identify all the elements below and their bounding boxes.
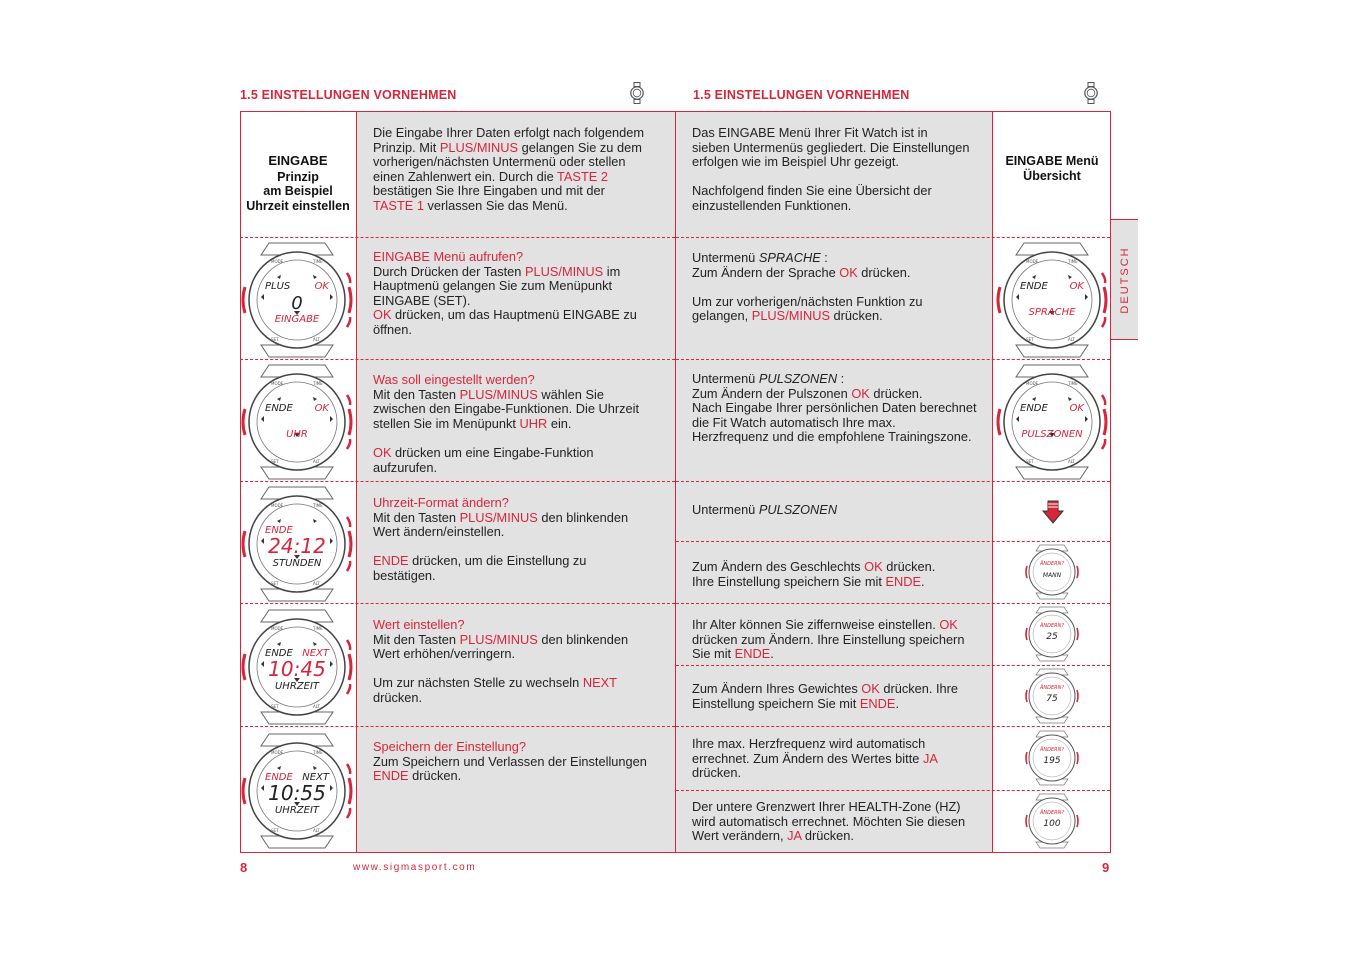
text-line <box>373 554 673 569</box>
body-text: SPRACHE <box>758 250 821 265</box>
body-text: ein. <box>547 415 572 431</box>
body-text: drücken. <box>830 308 883 324</box>
watch-mini-lcd-top: ÄNDERN? <box>1039 561 1065 567</box>
text-line <box>692 295 990 310</box>
highlight-text: ENDE <box>373 553 409 569</box>
svg-text:MODE: MODE <box>271 503 284 508</box>
svg-text:TIME: TIME <box>313 503 323 508</box>
row-divider <box>240 237 675 238</box>
text-line <box>373 662 673 677</box>
highlight-text: NEXT <box>582 675 617 691</box>
text-line <box>373 323 673 338</box>
watch-lcd-tl: ENDE <box>1020 403 1048 414</box>
row-divider <box>240 726 675 727</box>
right-row-text <box>692 737 990 781</box>
left-row-text <box>373 618 673 706</box>
watch-lcd-sub: STUNDEN <box>272 558 322 569</box>
body-text: Nachfolgend finden Sie eine Übersicht der <box>692 183 932 199</box>
highlight-text: EINGABE Menü aufrufen? <box>373 249 524 264</box>
body-text: . <box>921 573 925 589</box>
row-divider <box>676 481 1110 482</box>
body-text: : <box>820 250 828 265</box>
svg-text:ALT: ALT <box>1068 459 1075 464</box>
right-header: 1.5 EINSTELLUNGEN VORNEHMEN <box>693 88 910 102</box>
body-text: Herzfrequenz und die empfohlene Trainingszone. <box>692 429 972 445</box>
body-text: Ihr Alter können Sie ziffernweise einstellen. <box>692 617 940 632</box>
text-line <box>373 184 673 199</box>
highlight-text: Was soll eingestellt werden? <box>373 372 535 387</box>
watch-mini-lcd-mid: 100 <box>1043 819 1061 829</box>
text-line <box>373 265 673 280</box>
highlight-text: OK <box>939 617 958 632</box>
watch-lcd-tl: ENDE <box>265 647 293 659</box>
text-line <box>692 503 990 518</box>
text-line <box>692 560 990 575</box>
body-text: Mit den Tasten <box>373 509 460 525</box>
watch-display-icon <box>239 483 355 605</box>
text-line <box>692 682 990 697</box>
body-text: Untermenü <box>692 250 759 265</box>
watch-lcd-tl: ENDE <box>265 525 293 536</box>
svg-text:SET: SET <box>271 337 279 342</box>
text-line <box>373 740 673 755</box>
watch-mini-display-icon <box>1024 729 1080 787</box>
watch-mini-display-icon <box>1024 667 1080 725</box>
svg-text:SET: SET <box>1026 459 1034 464</box>
watch-lcd-tl: ENDE <box>265 403 293 414</box>
text-line <box>373 676 673 691</box>
text-line <box>373 461 673 476</box>
body-text: errechnet. Zum Ändern des Wertes bitte <box>692 750 923 766</box>
body-text: drücken. <box>869 385 923 401</box>
left-row-text <box>373 373 673 475</box>
watch-lcd-tl: ENDE <box>265 772 293 783</box>
text-line <box>692 251 990 266</box>
body-text: Wert erhöhen/verringern. <box>373 646 516 662</box>
body-text: einzustellenden Funktionen. <box>692 197 852 213</box>
body-text: bestätigen Sie Ihre Eingaben und mit der <box>373 183 605 199</box>
body-text: im <box>603 263 621 279</box>
text-line <box>373 373 673 388</box>
body-text: . <box>770 646 774 662</box>
text-line <box>692 280 990 295</box>
text-line <box>692 126 990 141</box>
highlight-text: OK <box>851 385 870 401</box>
watch-mini-lcd-mid: MANN <box>1042 572 1062 579</box>
watch-mini-lcd-mid: 195 <box>1043 756 1061 766</box>
body-text: Prinzip. Mit <box>373 139 440 155</box>
arrow-down-icon <box>1041 500 1065 524</box>
body-text: Einstellung speichern Sie mit <box>692 695 860 711</box>
watch-mini-lcd-top: ÄNDERN? <box>1039 623 1065 629</box>
watch-mini-display-icon <box>1024 605 1080 663</box>
watch-lcd-sub: UHRZEIT <box>274 680 320 692</box>
body-text: Um zur nächsten Stelle zu wechseln <box>373 675 583 691</box>
svg-text:MODE: MODE <box>271 259 284 264</box>
highlight-text: JA <box>922 750 938 766</box>
body-text: Zum Ändern der Pulszonen <box>692 385 852 401</box>
body-text: Mit den Tasten <box>373 631 460 647</box>
body-text: Hauptmenü gelangen Sie zum Menüpunkt <box>373 278 613 294</box>
right-row-text <box>692 618 990 662</box>
text-line <box>373 431 673 446</box>
body-text: den blinkenden <box>537 631 629 647</box>
svg-text:ALT: ALT <box>313 581 320 586</box>
highlight-text: PLUS/MINUS <box>459 631 538 647</box>
body-text: EINGABE (SET). <box>373 292 471 308</box>
text-line <box>373 525 673 540</box>
highlight-text: Uhrzeit-Format ändern? <box>373 495 509 510</box>
highlight-text: PLUS/MINUS <box>524 263 604 279</box>
text-line <box>692 416 990 431</box>
svg-text:TIME: TIME <box>1068 381 1078 386</box>
body-text: Wert ändern/einstellen. <box>373 524 505 540</box>
watch-outline-icon-right <box>1084 82 1098 104</box>
highlight-text: PLUS/MINUS <box>751 308 830 324</box>
body-text: drücken, um das Hauptmenü EINGABE zu <box>391 307 637 323</box>
svg-text:ALT: ALT <box>313 703 320 709</box>
svg-text:ALT: ALT <box>313 337 320 342</box>
body-text: Untermenü <box>692 502 759 517</box>
body-text: wird automatisch errechnet. Möchten Sie diesen <box>692 813 966 829</box>
text-line <box>373 647 673 662</box>
text-line <box>692 372 990 387</box>
svg-text:TIME: TIME <box>313 381 323 386</box>
body-text: Der untere Grenzwert Ihrer HEALTH-Zone (HZ) <box>692 799 961 814</box>
body-text: vorherigen/nächsten Untermenü oder stellen <box>373 154 626 170</box>
svg-text:MODE: MODE <box>1026 259 1039 264</box>
right-row-text <box>692 503 990 518</box>
watch-outline-icon-left <box>630 82 644 104</box>
body-text: die Fit Watch automatisch Ihre max. <box>692 414 896 430</box>
text-line <box>373 388 673 403</box>
svg-text:MODE: MODE <box>271 381 284 386</box>
text-line <box>692 766 990 781</box>
row-divider <box>676 603 1110 604</box>
right-row-text <box>692 251 990 324</box>
text-line <box>373 618 673 633</box>
body-text: den blinkenden <box>537 509 629 525</box>
body-text: erfolgen wie im Beispiel Uhr gezeigt. <box>692 154 899 170</box>
body-text: drücken. Ihre <box>879 681 959 696</box>
text-line <box>373 633 673 648</box>
frame-bottom-line <box>240 852 1111 853</box>
text-line <box>692 737 990 752</box>
body-text: Durch Drücken der Tasten <box>373 263 525 279</box>
row-divider <box>676 541 1110 542</box>
text-line <box>692 815 990 830</box>
body-text: Die Eingabe Ihrer Daten erfolgt nach folgendem <box>373 125 645 140</box>
highlight-text: UHR <box>519 415 548 431</box>
website-url: www.sigmasport.com <box>353 862 477 873</box>
highlight-text: TASTE 2 <box>557 168 608 184</box>
right-row-text <box>692 126 990 214</box>
row-divider <box>676 665 1110 666</box>
text-line <box>692 829 990 844</box>
right-row-text <box>692 372 990 445</box>
text-line <box>373 294 673 309</box>
text-line <box>373 496 673 511</box>
svg-text:MODE: MODE <box>271 750 284 755</box>
body-text: Zum Ändern der Sprache <box>692 264 840 280</box>
text-line <box>373 155 673 170</box>
label-line: am Beispiel <box>263 184 333 199</box>
body-text: öffnen. <box>373 321 412 337</box>
watch-lcd-tr: OK <box>314 281 329 292</box>
highlight-text: OK <box>864 559 883 574</box>
label-line: Übersicht <box>1023 168 1081 183</box>
language-tab: DEUTSCH <box>1110 219 1138 340</box>
body-text: Zum Ändern Ihres Gewichtes <box>692 681 862 696</box>
body-text: bestätigen. <box>373 567 436 583</box>
row-divider <box>240 603 675 604</box>
right-row-text <box>692 800 990 844</box>
label-line: Prinzip <box>277 169 319 184</box>
text-line <box>692 647 990 662</box>
body-text: drücken. <box>882 559 936 574</box>
watch-display-icon <box>239 606 355 728</box>
watch-lcd-tr: NEXT <box>302 772 329 783</box>
text-line <box>373 199 673 214</box>
text-line <box>373 141 673 156</box>
highlight-text: PLUS/MINUS <box>459 386 538 402</box>
text-line <box>692 266 990 281</box>
body-text: zwischen den Eingabe-Funktionen. Die Uhrzeit <box>373 401 640 417</box>
text-line <box>692 170 990 185</box>
watch-lcd-tr: OK <box>314 403 329 414</box>
svg-text:TIME: TIME <box>313 750 323 755</box>
text-line <box>692 575 990 590</box>
body-text: : <box>837 371 845 386</box>
watch-lcd-tr: NEXT <box>302 647 329 659</box>
highlight-text: ENDE <box>859 695 896 711</box>
svg-text:ALT: ALT <box>313 828 320 833</box>
row-divider <box>676 726 1110 727</box>
body-text: drücken. <box>373 689 423 705</box>
body-text: Zum Speichern und Verlassen der Einstellungen <box>373 753 647 769</box>
highlight-text: PLUS/MINUS <box>459 509 538 525</box>
watch-display-icon <box>994 239 1110 361</box>
text-line <box>373 250 673 265</box>
highlight-text: Speichern der Einstellung? <box>373 739 526 754</box>
watch-display-icon <box>239 730 355 852</box>
svg-text:TIME: TIME <box>1068 259 1078 264</box>
label-line: EINGABE Menü <box>1005 154 1099 168</box>
right-intro-label <box>994 154 1110 183</box>
highlight-text: Wert einstellen? <box>373 617 465 632</box>
left-row-text <box>373 496 673 584</box>
watch-mini-display-icon <box>1024 792 1080 850</box>
text-line <box>692 633 990 648</box>
body-text: stellen Sie im Menüpunkt <box>373 415 520 431</box>
svg-text:MODE: MODE <box>1026 381 1039 386</box>
text-line <box>692 618 990 633</box>
left-row-text <box>373 740 673 784</box>
text-line <box>692 752 990 767</box>
text-line <box>373 402 673 417</box>
highlight-text: PLUS/MINUS <box>439 139 519 155</box>
watch-mini-lcd-mid: 75 <box>1046 693 1058 704</box>
left-row-text <box>373 126 673 214</box>
body-text: Ihre max. Herzfrequenz wird automatisch <box>692 736 926 751</box>
watch-lcd-mid: 10:45 <box>268 656 326 681</box>
text-line <box>373 569 673 584</box>
body-text: PULSZONEN <box>758 371 838 386</box>
watch-lcd-mid: 10:55 <box>268 781 326 805</box>
watch-mini-lcd-top: ÄNDERN? <box>1039 747 1065 753</box>
highlight-text: TASTE 1 <box>373 197 424 213</box>
highlight-text: OK <box>839 264 858 280</box>
text-line <box>692 309 990 324</box>
body-text: Wert verändern, <box>692 828 788 844</box>
row-divider <box>676 359 1110 360</box>
body-text: Zum Ändern des Geschlechts <box>692 559 865 574</box>
body-text: PULSZONEN <box>758 502 838 517</box>
svg-text:ALT: ALT <box>1068 337 1075 342</box>
body-text: wählen Sie <box>537 386 604 402</box>
highlight-text: OK <box>373 307 392 323</box>
body-text: Um zur vorherigen/nächsten Funktion zu <box>692 293 923 309</box>
text-line <box>692 155 990 170</box>
right-page-number: 9 <box>1102 860 1110 875</box>
text-line <box>373 769 673 784</box>
watch-lcd-tr: OK <box>1069 281 1084 292</box>
watch-lcd-mid: 24:12 <box>268 534 326 558</box>
text-line <box>373 446 673 461</box>
body-text: drücken. <box>408 768 462 784</box>
body-text: Untermenü <box>692 371 759 386</box>
text-line <box>373 308 673 323</box>
left-header: 1.5 EINSTELLUNGEN VORNEHMEN <box>240 88 457 102</box>
text-line <box>692 199 990 214</box>
text-line <box>373 417 673 432</box>
text-line <box>373 755 673 770</box>
highlight-text: ENDE <box>885 573 922 589</box>
body-text: Sie mit <box>692 646 735 662</box>
svg-text:SET: SET <box>271 828 279 833</box>
watch-lcd-tr: OK <box>1069 403 1084 414</box>
body-text: drücken. <box>801 828 854 844</box>
text-line <box>692 401 990 416</box>
watch-lcd-mid: 0 <box>291 293 303 314</box>
highlight-text: ENDE <box>373 768 409 784</box>
body-text: drücken. <box>692 765 742 781</box>
body-text: . <box>895 695 899 711</box>
text-line <box>373 691 673 706</box>
label-line: Uhrzeit einstellen <box>246 198 350 213</box>
svg-text:SET: SET <box>271 581 279 586</box>
body-text: drücken zum Ändern. Ihre Einstellung speichern <box>692 631 965 647</box>
body-text: gelangen, <box>692 308 752 324</box>
text-line <box>373 170 673 185</box>
svg-text:SET: SET <box>271 459 279 464</box>
body-text: drücken. <box>857 264 911 280</box>
text-line <box>373 126 673 141</box>
watch-display-icon <box>239 239 355 361</box>
watch-mini-lcd-top: ÄNDERN? <box>1039 810 1065 816</box>
text-line <box>692 387 990 402</box>
highlight-text: JA <box>787 828 802 844</box>
highlight-text: OK <box>861 681 880 696</box>
row-divider <box>676 790 1110 791</box>
text-line <box>373 511 673 526</box>
watch-lcd-tl: ENDE <box>1020 281 1048 292</box>
text-line <box>692 800 990 815</box>
watch-lcd-tl: PLUS <box>265 281 291 292</box>
text-line <box>692 141 990 156</box>
svg-text:SET: SET <box>1026 337 1034 342</box>
watch-mini-lcd-top: ÄNDERN? <box>1039 684 1065 691</box>
body-text: Nach Eingabe Ihrer persönlichen Daten berechnet <box>692 400 977 416</box>
text-line <box>692 184 990 199</box>
svg-text:TIME: TIME <box>313 625 323 631</box>
left-row-text <box>373 250 673 338</box>
body-text: drücken um eine Eingabe-Funktion <box>391 444 594 460</box>
svg-text:TIME: TIME <box>313 259 323 264</box>
body-text: einen Zahlenwert ein. Durch die <box>373 168 558 184</box>
body-text: verlassen Sie das Menü. <box>423 197 568 213</box>
svg-text:ALT: ALT <box>313 459 320 464</box>
text-line <box>373 540 673 555</box>
body-text: Das EINGABE Menü Ihrer Fit Watch ist in <box>692 125 928 140</box>
text-line <box>373 279 673 294</box>
left-page-number: 8 <box>240 860 248 875</box>
left-intro-label <box>240 154 356 213</box>
watch-lcd-sub: UHRZEIT <box>274 805 320 816</box>
body-text: Mit den Tasten <box>373 386 460 402</box>
watch-display-icon <box>239 361 355 483</box>
highlight-text: ENDE <box>734 646 771 662</box>
row-divider <box>676 237 1110 238</box>
watch-mini-display-icon <box>1024 543 1080 601</box>
label-line: EINGABE <box>268 153 328 168</box>
watch-lcd-sub: PULSZONEN <box>1021 429 1083 440</box>
body-text: gelangen Sie zu dem <box>518 139 642 155</box>
row-divider <box>240 359 675 360</box>
watch-lcd-sub: EINGABE <box>274 314 320 325</box>
text-line <box>692 697 990 712</box>
row-divider <box>240 481 675 482</box>
body-text: aufzurufen. <box>373 459 438 475</box>
watch-mini-lcd-mid: 25 <box>1046 632 1058 642</box>
svg-text:MODE: MODE <box>271 625 284 631</box>
text-line <box>692 430 990 445</box>
svg-text:SET: SET <box>271 703 279 709</box>
body-text: sieben Untermenüs gegliedert. Die Einstellungen <box>692 139 970 155</box>
highlight-text: OK <box>373 444 392 460</box>
watch-lcd-sub: UHR <box>286 429 308 440</box>
watch-display-icon <box>994 361 1110 483</box>
right-row-text <box>692 682 990 711</box>
body-text: drücken, um die Einstellung zu <box>408 553 587 569</box>
right-row-text <box>692 560 990 589</box>
watch-lcd-sub: SPRACHE <box>1028 307 1076 318</box>
body-text: Ihre Einstellung speichern Sie mit <box>692 573 886 589</box>
